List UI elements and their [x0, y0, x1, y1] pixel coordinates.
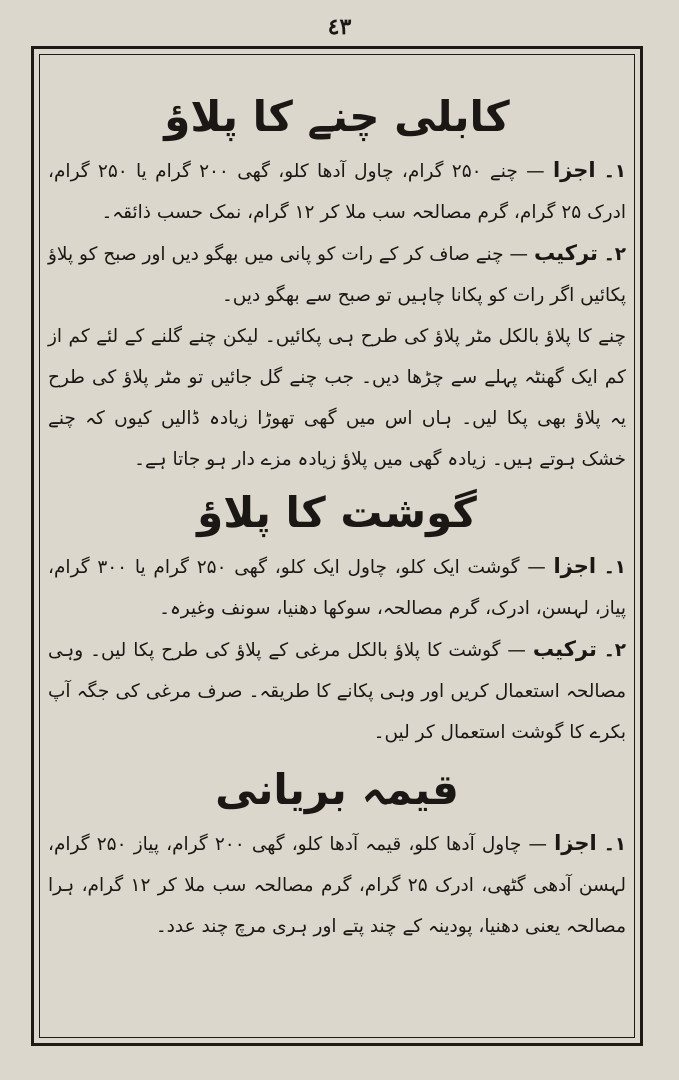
item-number: ۱۔ — [603, 161, 627, 182]
item-number: ۱۔ — [603, 834, 627, 855]
ingredients-text: — گوشت ایک کلو، چاول ایک کلو، گھی ۲۵۰ گرام یا ۳۰۰ گرام، پیاز، لہسن، ادرک، گرم مصالحہ، سوکھا دھنیا، سونف وغیرہ۔ — [48, 557, 626, 619]
note-paragraph: چنے کا پلاؤ بالکل مٹر پلاؤ کی طرح ہی پکائیں۔ لیکن چنے گلنے کے لئے کم از کم ایک گھنٹہ پہلے سے چڑھا دیں۔ جب چنے گل جائیں تو مٹر پلاؤ کی طرح یہ پلاؤ بھی پکا لیں۔ ہاں اس میں گھی تھوڑا زیادہ ڈالیں کیوں کہ چنے خشک ہوتے ہیں۔ زیادہ گھی میں پلاؤ زیادہ مزے دار ہو جاتا ہے۔ — [48, 326, 626, 470]
recipe-title: کابلی چنے کا پلاؤ — [164, 92, 510, 141]
recipe-qeema-biryani — [48, 757, 626, 947]
ingredients-label: اجزا — [554, 831, 597, 855]
ingredients-label: اجزا — [553, 554, 597, 578]
ingredients-paragraph — [48, 823, 626, 947]
recipe-title: گوشت کا پلاؤ — [197, 488, 477, 537]
method-text: — گوشت کا پلاؤ بالکل مرغی کے پلاؤ کی طرح پکا لیں۔ وہی مصالحہ استعمال کریں اور وہی پکانے کا طریقہ۔ صرف مرغی کی جگہ آپ بکرے کا گوشت استعمال کر لیں۔ — [48, 640, 626, 743]
method-label: ترکیب — [533, 241, 598, 265]
page-content — [48, 70, 626, 1030]
recipe-title: قیمہ بریانی — [215, 765, 459, 814]
ingredients-paragraph — [48, 546, 626, 629]
ingredients-paragraph — [48, 150, 626, 233]
method-text: — چنے صاف کر کے رات کو پانی میں بھگو دیں اور صبح کو پلاؤ پکائیں اگر رات کو پکانا چاہیں تو صبح سے بھگو دیں۔ — [48, 244, 626, 306]
item-number: ۲۔ — [603, 640, 626, 661]
ingredients-text: — چاول آدھا کلو، قیمہ آدھا کلو، گھی ۲۰۰ گرام، پیاز ۲۵۰ گرام، لہسن آدھی گٹھی، ادرک ۲۵ گرام، گرم مصالحہ سب ملا کر ۱۲ گرام، ہرا مصالحہ یعنی دھنیا، پودینہ کے چند پتے اور ہری مرچ چند عدد۔ — [48, 834, 626, 937]
ingredients-text: — چنے ۲۵۰ گرام، چاول آدھا کلو، گھی ۲۰۰ گرام یا ۲۵۰ گرام، ادرک ۲۵ گرام، گرم مصالحہ سب ملا کر ۱۲ گرام، نمک حسب ذائقہ۔ — [48, 161, 626, 223]
recipe-kabuli-chana-pulao — [48, 84, 626, 480]
method-label: ترکیب — [532, 637, 597, 661]
recipe-gosht-pulao — [48, 480, 626, 753]
method-paragraph — [48, 629, 626, 753]
item-number: ۲۔ — [603, 244, 626, 265]
page-number: ٤٣ — [327, 14, 352, 40]
method-paragraph — [48, 233, 626, 316]
ingredients-label: اجزا — [552, 158, 596, 182]
item-number: ۱۔ — [603, 557, 626, 578]
